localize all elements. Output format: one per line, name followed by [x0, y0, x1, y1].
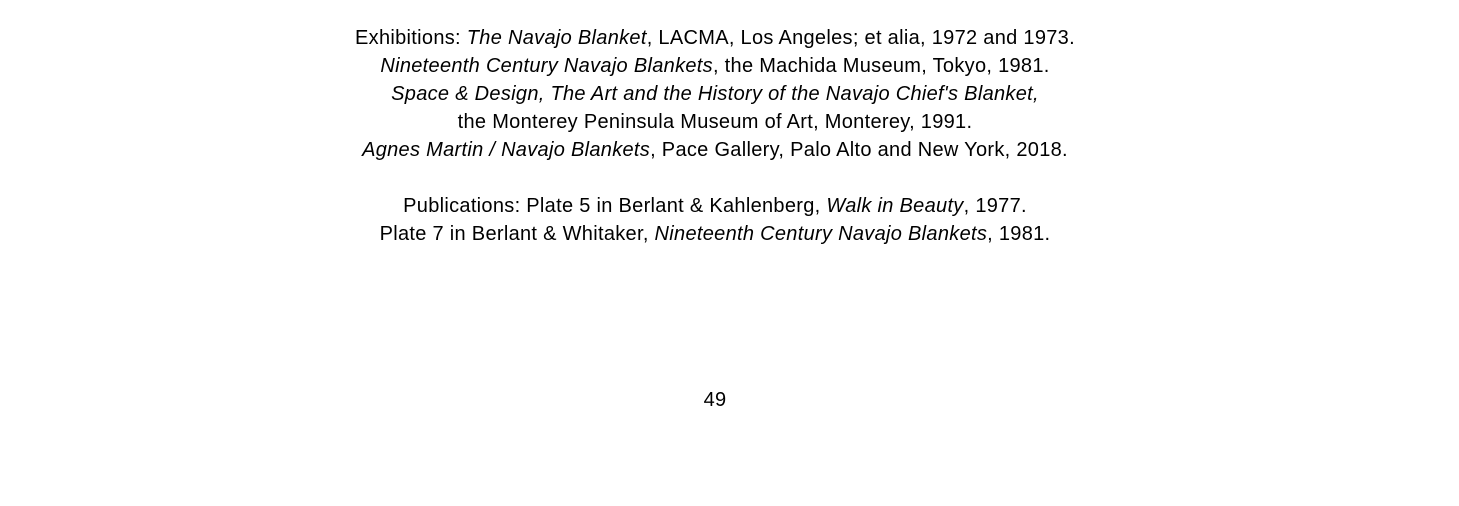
exhibition-line [0, 136, 1430, 164]
exhibition-text: , the Machida Museum, Tokyo, 1981. [712, 55, 1050, 77]
exhibition-title: Agnes Martin / Navajo Blankets [362, 139, 651, 161]
exhibition-text: , Pace Gallery, Palo Alto and New York, 2018. [650, 139, 1068, 161]
exhibition-line [0, 24, 1430, 52]
publications-section [0, 192, 1430, 248]
publication-text: , 1977. [963, 195, 1027, 217]
publication-text: , 1981. [987, 223, 1051, 245]
exhibitions-section [0, 24, 1430, 164]
publication-title: Walk in Beauty [826, 195, 964, 217]
publication-text: Publications: Plate 5 in Berlant & Kahlenberg, [403, 195, 827, 217]
exhibition-line [0, 108, 1430, 136]
exhibition-line [0, 80, 1430, 108]
publication-line [0, 192, 1430, 220]
publication-line [0, 220, 1430, 248]
exhibition-title: Space & Design, The Art and the History of the Navajo Chief's Blanket, [391, 83, 1039, 105]
exhibition-text: , LACMA, Los Angeles; et alia, 1972 and 1973. [646, 27, 1075, 49]
publication-title: Nineteenth Century Navajo Blankets [654, 223, 988, 245]
publication-text: Plate 7 in Berlant & Whitaker, [379, 223, 655, 245]
exhibition-title: Nineteenth Century Navajo Blankets [380, 55, 713, 77]
exhibition-line [0, 52, 1430, 80]
exhibition-text: the Monterey Peninsula Museum of Art, Monterey, 1991. [457, 111, 973, 133]
page-number: 49 [703, 389, 727, 411]
exhibition-text: Exhibitions: [355, 27, 467, 49]
exhibition-title: The Navajo Blanket [466, 27, 647, 49]
